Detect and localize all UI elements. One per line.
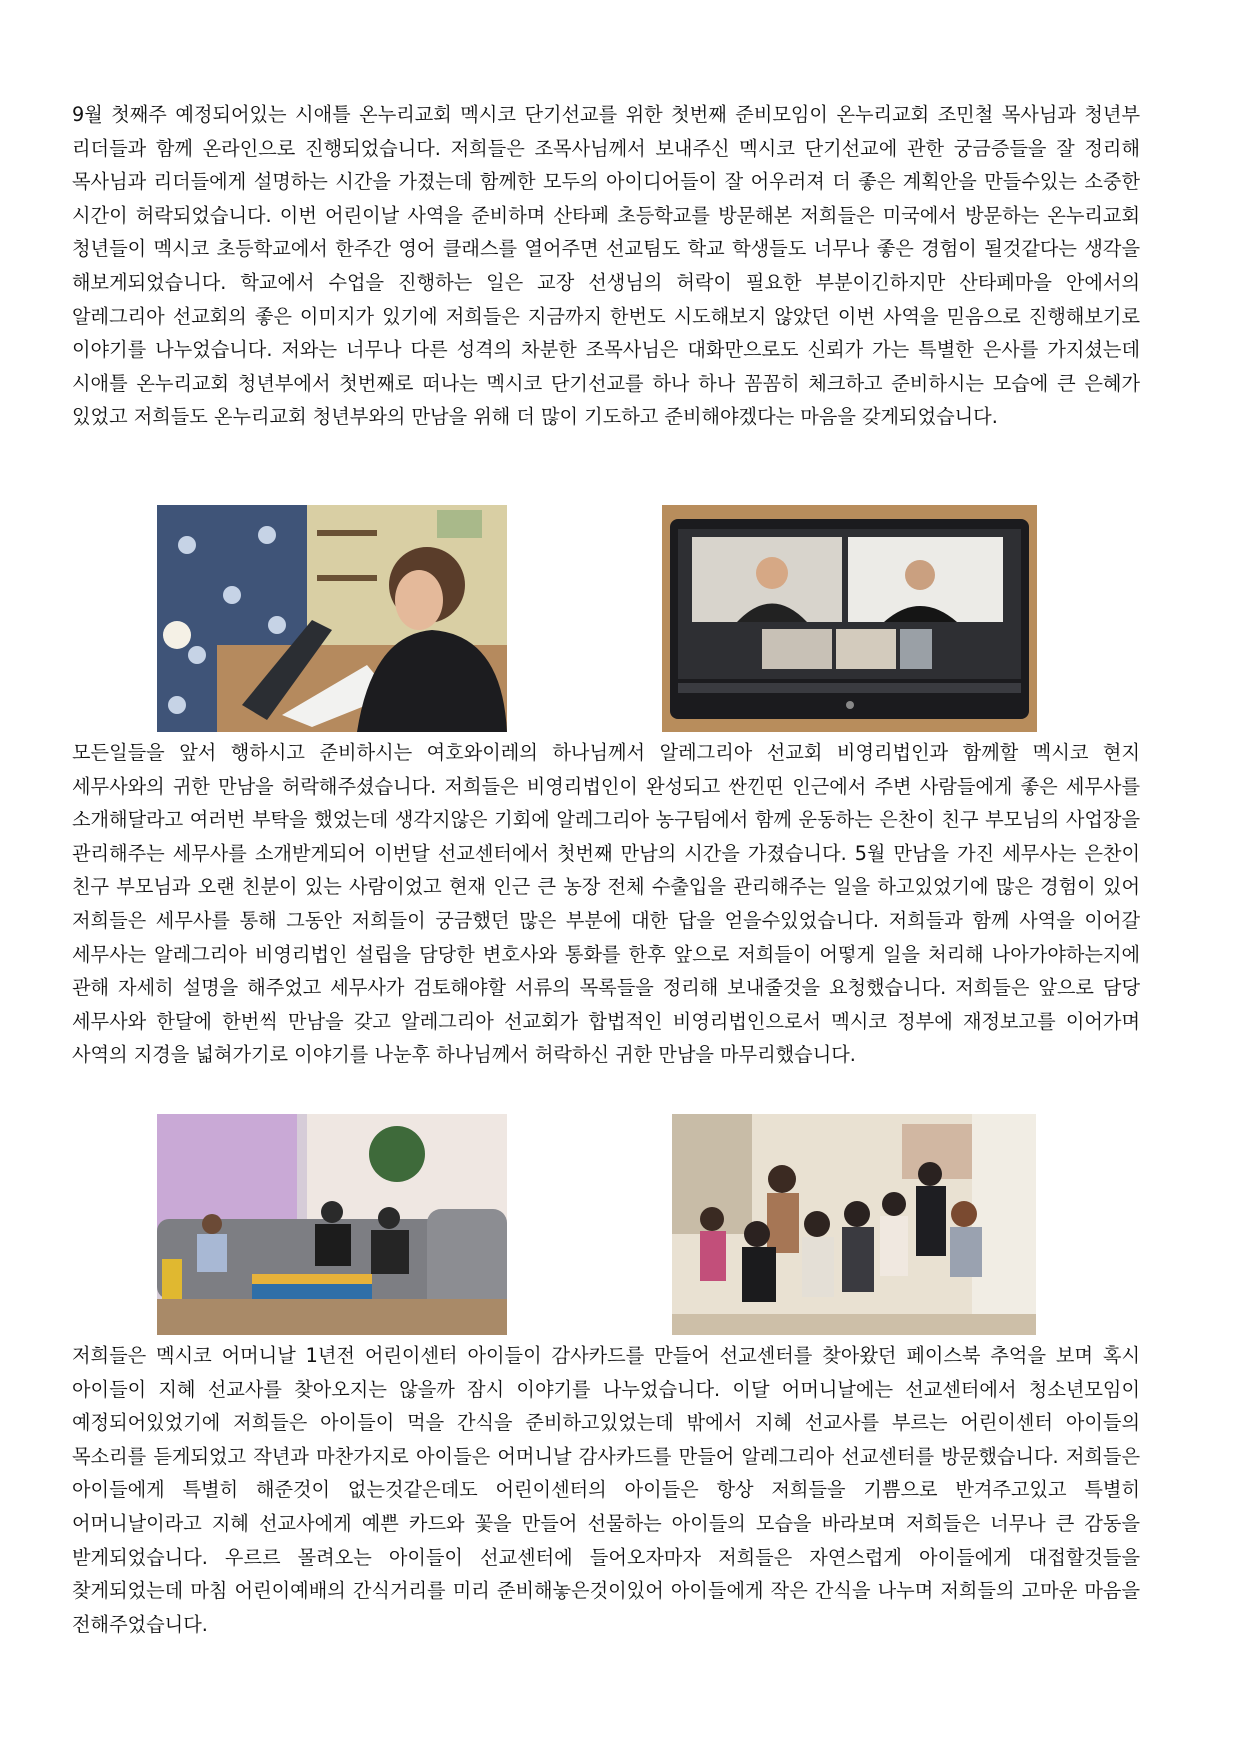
paragraph-online-meeting: 9월 첫째주 예정되어있는 시애틀 온누리교회 멕시코 단기선교를 위한 첫번째 준비모임이 온누리교회 조민철 목사님과 청년부 리더들과 함께 온라인으로 진행되었습니다. 저희들은 조목사님께서 보내주신 멕시코 단기선교에 관한 궁금증들을 잘 정리해 목사님과 리더들에게 설명하는 시간을 가졌는데 함께한 모두의 아이디어들이 잘 어우러져 더 좋은 계획안을 만들수있는 소중한 시간이 허락되었습니다. 이번 어린이날 사역을 준비하며 산타페 초등학교를 방문해본 저희들은 미국에서 방문하는 온누리교회 청년들이 멕시코 초등학교에서 한주간 영어 클래스를 열어주면 선교팀도 학교 학생들도 너무나 좋은 경험이 될것같다는 생각을 해보게되었습니다. 학교에서 수업을 진행하는 일은 교장 선생님의 허락이 필요한 부분이긴하지만 산타페마을 안에서의 알레그리아 선교회의 좋은 이미지가 있기에 저희들은 지금까지 한번도 시도해보지 않았던 이번 사역을 믿음으로 진행해보기로 이야기를 나누었습니다. 저와는 너무나 다른 성격의 차분한 조목사님은 대화만으로도 신뢰가 가는 특별한 은사를 가지셨는데 시애틀 온누리교회 청년부에서 첫번째로 떠나는 멕시코 단기선교를 하나 하나 꼼꼼히 체크하고 준비하시는 모습에 큰 은혜가 있었고 저희들도 온누리교회 청년부와의 만남을 위해 더 많이 기도하고 준비해야겠다는 마음을 갖게되었습니다. [72,103,1140,429]
paragraph-mothers-day-visit: 저희들은 멕시코 어머니날 1년전 어린이센터 아이들이 감사카드를 만들어 선교센터를 찾아왔던 페이스북 추억을 보며 혹시 아이들이 지혜 선교사를 찾아오지는 않을까 잠시 이야기를 나누었습니다. 이달 어머니날에는 선교센터에서 청소년모임이 예정되어있었기에 저희들은 아이들이 먹을 간식을 준비하고있었는데 밖에서 지혜 선교사를 부르는 어린이센터 아이들의 목소리를 듣게되었고 작년과 마찬가지로 아이들은 어머니날 감사카드를 만들어 알레그리아 선교센터를 방문했습니다. 저희들은 아이들에게 특별히 해준것이 없는것같은데도 어린이센터의 아이들은 항상 저희들을 기쁨으로 반겨주고있고 특별히 어머니날이라고 지혜 선교사에게 예쁜 카드와 꽃을 만들어 선물하는 아이들의 모습을 바라보며 저희들은 너무나 큰 감동을 받게되었습니다. 우르르 몰려오는 아이들이 선교센터에 들어오자마자 저희들은 자연스럽게 아이들에게 대접할것들을 찾게되었는데 마침 어린이예배의 간식거리를 미리 준비해놓은것이있어 아이들에게 작은 간식을 나누며 저희들의 고마운 마음을 전해주었습니다. [72,1344,1140,1636]
photo-woman-at-desk [157,505,507,732]
photo-living-room-meeting [157,1114,507,1335]
photo-zoom-call-laptop [662,505,1037,732]
paragraph-tax-accountant-meeting: 모든일들을 앞서 행하시고 준비하시는 여호와이레의 하나님께서 알레그리아 선교회 비영리법인과 함께할 멕시코 현지 세무사와의 귀한 만남을 허락해주셨습니다. 저희들은 비영리법인이 완성되고 싼낀띤 인근에서 주변 사람들에게 좋은 세무사를 소개해달라고 여러번 부탁을 했었는데 생각지않은 기회에 알레그리아 농구팀에서 함께 운동하는 은찬이 친구 부모님의 사업장을 관리해주는 세무사를 소개받게되어 이번달 선교센터에서 첫번째 만남의 시간을 가졌습니다. 5월 만남을 가진 세무사는 은찬이 친구 부모님과 오랜 친분이 있는 사람이었고 현재 인근 큰 농장 전체 수출입을 관리해주는 일을 하고있었기에 많은 경험이 있어 저희들은 세무사를 통해 그동안 저희들이 궁금했던 많은 부분에 대한 답을 얻을수있었습니다. 저희들과 함께 사역을 이어갈 세무사는 알레그리아 비영리법인 설립을 담당한 변호사와 통화를 한후 앞으로 저희들이 어떻게 일을 처리해 나아가야하는지에 관해 자세히 설명을 해주었고 세무사가 검토해야할 서류의 목록들을 정리해 보내줄것을 요청했습니다. 저희들은 앞으로 담당 세무사와 한달에 한번씩 만남을 갖고 알레그리아 선교회가 합법적인 비영리법인으로서 멕시코 정부에 재정보고를 이어가며 사역의 지경을 넓혀가기로 이야기를 나눈후 하나님께서 허락하신 귀한 만남을 마무리했습니다. [72,741,1140,1067]
photo-children-mothers-day [672,1114,1036,1335]
